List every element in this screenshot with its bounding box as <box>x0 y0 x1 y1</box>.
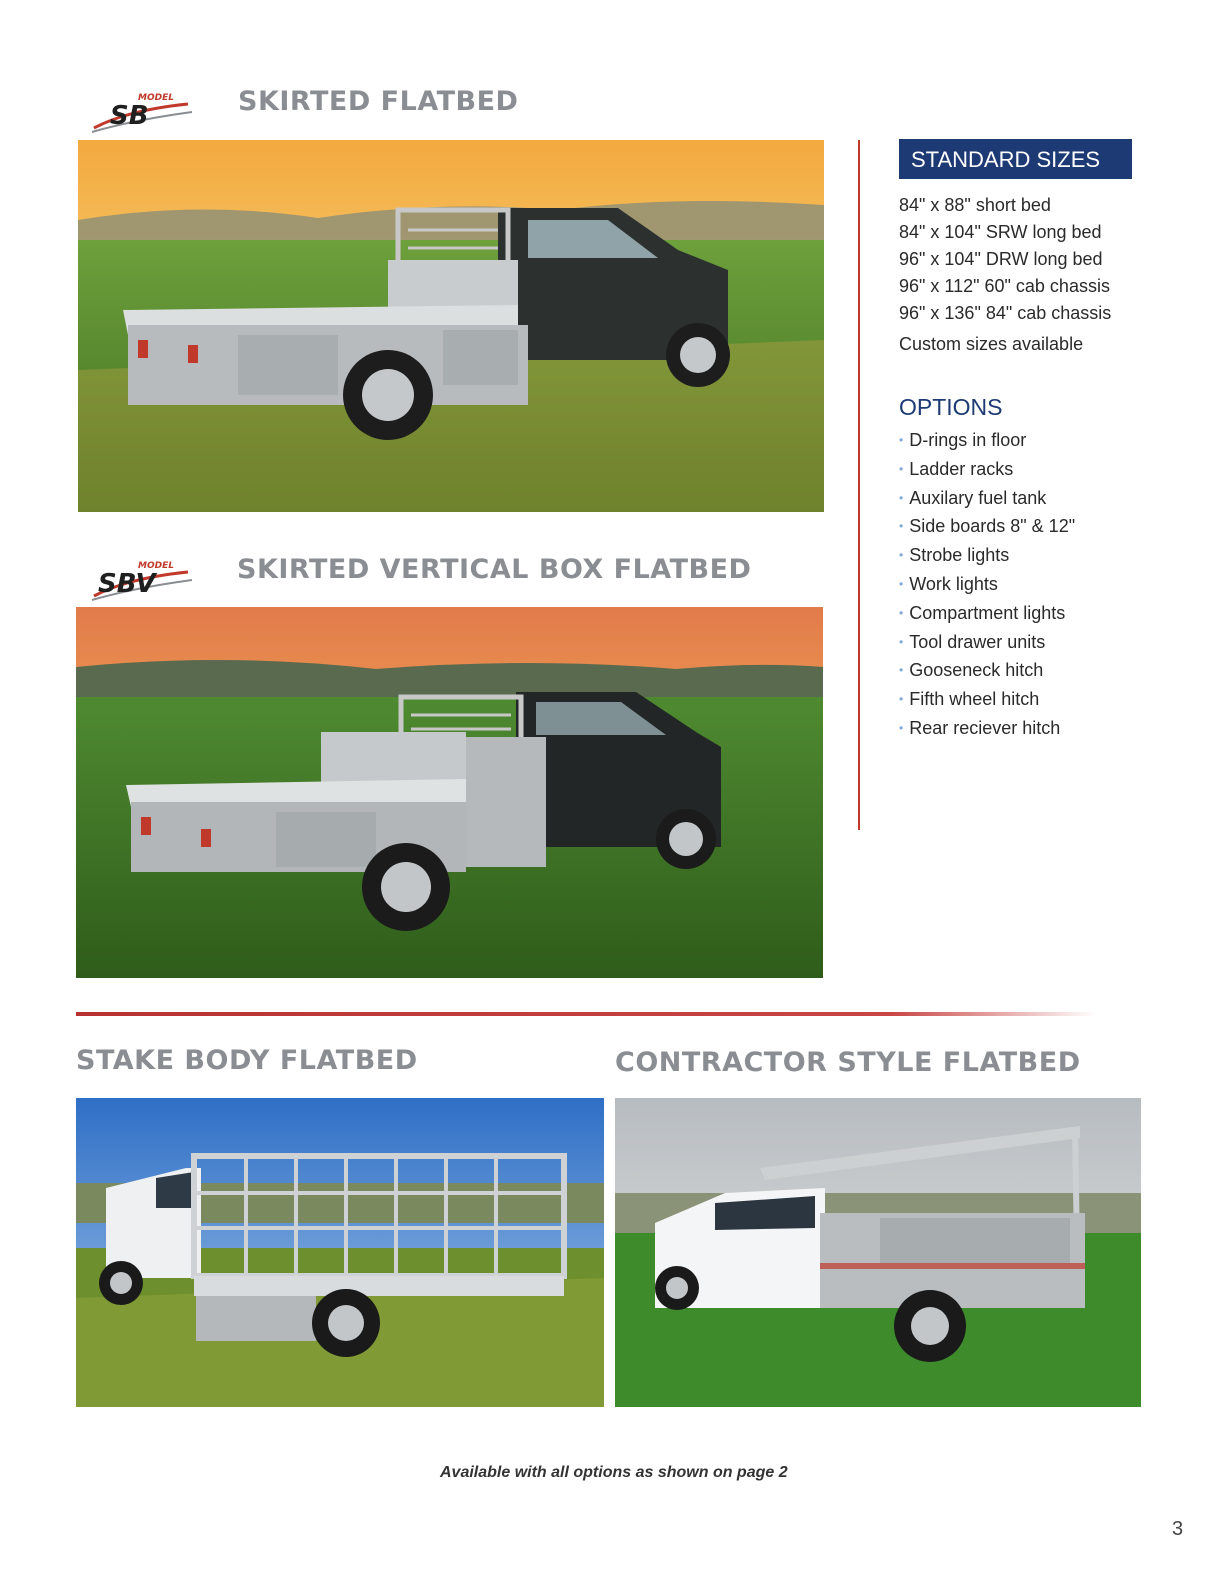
option-item: • Side boards 8" & 12" <box>899 516 1076 537</box>
bullet-icon: • <box>899 461 904 476</box>
bullet-icon: • <box>899 576 904 591</box>
option-item: • Gooseneck hitch <box>899 660 1044 681</box>
option-item: • Auxilary fuel tank <box>899 487 1047 508</box>
stake-body-photo <box>76 1098 604 1407</box>
sbv-model-badge <box>88 552 208 608</box>
bullet-icon: • <box>899 433 904 447</box>
standard-sizes-header: STANDARD SIZES <box>899 139 1132 179</box>
option-item: • Ladder racks <box>899 458 1014 479</box>
page-number: 3 <box>1172 1518 1184 1540</box>
option-item: • Fifth wheel hitch <box>899 689 1040 710</box>
bullet-icon: • <box>899 634 904 649</box>
bullet-icon: • <box>899 519 904 534</box>
custom-sizes-note: Custom sizes available <box>899 334 1084 354</box>
options-list <box>899 427 1075 744</box>
skirted-vertical-box-title: SKIRTED VERTICAL BOX FLATBED <box>237 554 752 585</box>
size-item: 96" x 104" DRW long bed <box>899 249 1103 269</box>
skirted-flatbed-photo <box>78 140 824 512</box>
option-item: • Rear reciever hitch <box>899 717 1061 738</box>
size-item: 96" x 112" 60" cab chassis <box>899 276 1110 296</box>
standard-sizes-list <box>899 192 1111 327</box>
option-item: • Strobe lights <box>899 545 1010 566</box>
svg-text:SB: SB <box>110 101 149 131</box>
option-item: • Work lights <box>899 573 998 594</box>
contractor-style-photo <box>615 1098 1141 1407</box>
bullet-icon: • <box>899 692 904 707</box>
sb-model-badge <box>88 84 208 140</box>
bullet-icon: • <box>899 720 904 735</box>
size-item: 96" x 136" 84" cab chassis <box>899 303 1112 323</box>
bullet-icon: • <box>899 548 904 563</box>
bullet-icon: • <box>899 663 904 678</box>
vertical-divider <box>858 140 860 830</box>
svg-text:MODEL: MODEL <box>138 93 174 103</box>
size-item: 84" x 88" short bed <box>899 195 1051 215</box>
option-item: • Tool drawer units <box>899 631 1046 652</box>
options-title: OPTIONS <box>899 394 1003 420</box>
horizontal-divider <box>76 1012 1096 1016</box>
footer-note: Available with all options as shown on page 2 <box>440 1464 788 1481</box>
option-item: • D-rings in floor <box>899 430 1027 450</box>
stake-body-title: STAKE BODY FLATBED <box>76 1045 418 1076</box>
contractor-style-title: CONTRACTOR STYLE FLATBED <box>615 1047 1081 1078</box>
size-item: 84" x 104" SRW long bed <box>899 222 1102 242</box>
skirted-flatbed-title: SKIRTED FLATBED <box>238 86 519 117</box>
option-item: • Compartment lights <box>899 602 1066 623</box>
svg-text:SBV: SBV <box>98 569 156 599</box>
bullet-icon: • <box>899 605 904 620</box>
skirted-vertical-box-photo <box>76 607 823 978</box>
svg-text:MODEL: MODEL <box>138 561 174 571</box>
bullet-icon: • <box>899 490 904 505</box>
